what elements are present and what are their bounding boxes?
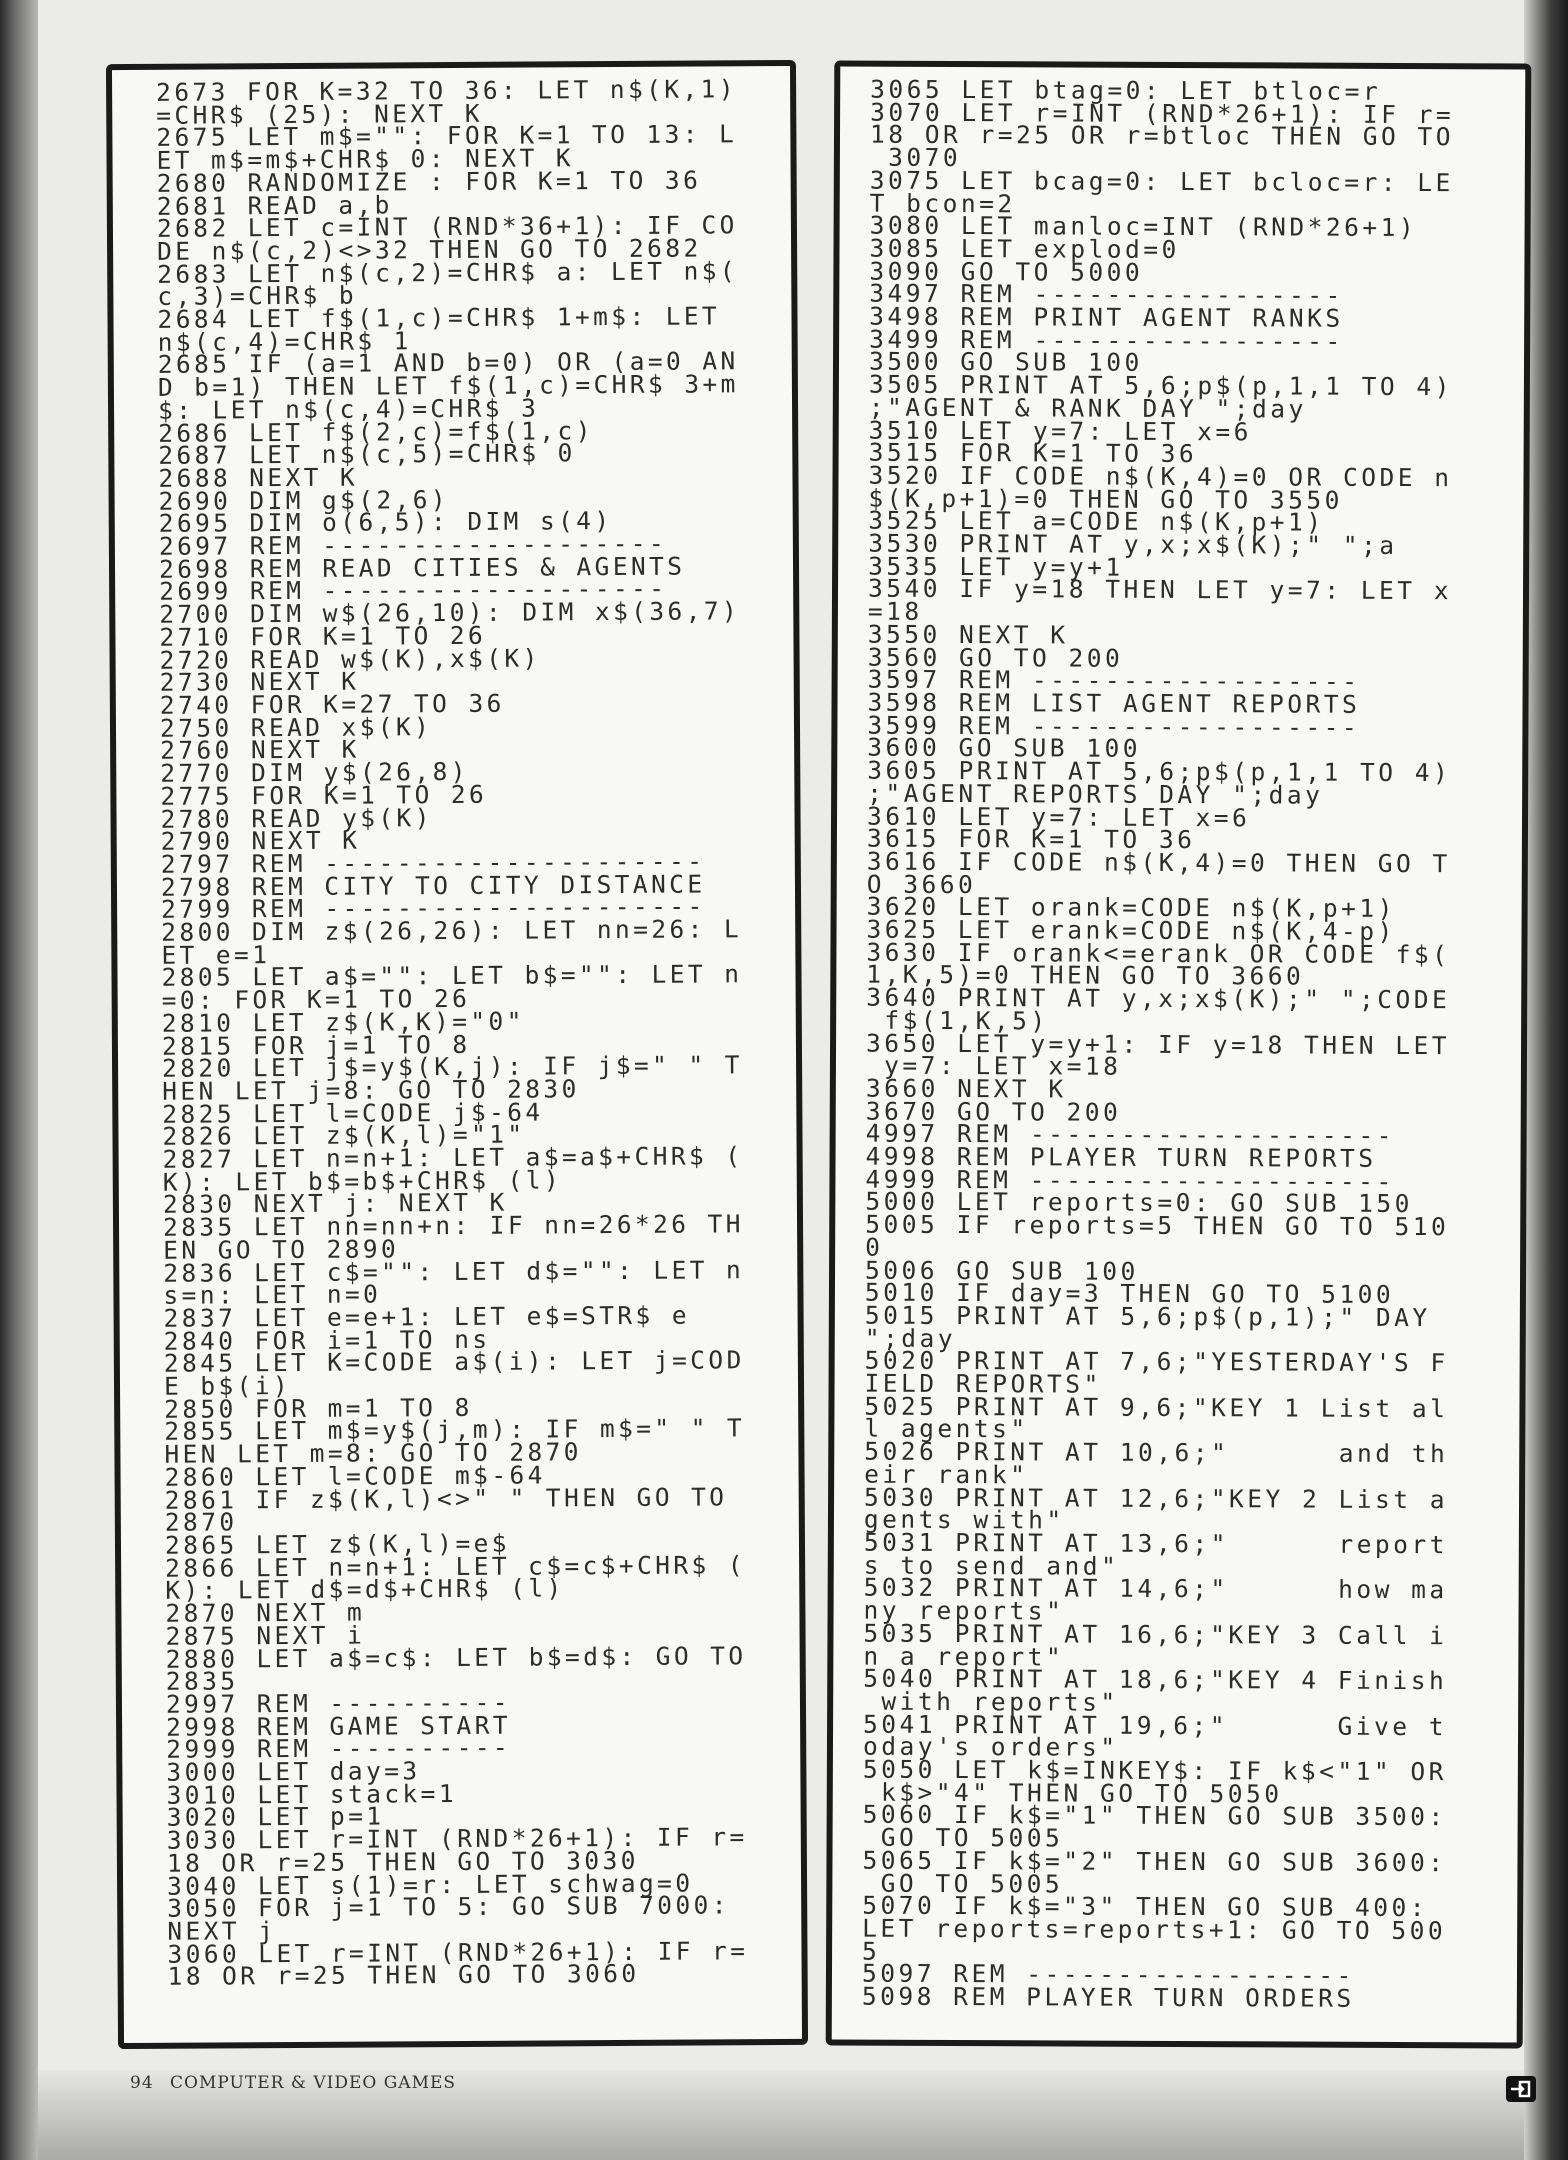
page-edge-shadow <box>1524 0 1568 2160</box>
basic-listing-right: 3065 LET btag=0: LET btloc=r 3070 LET r=INT (RND*26+1): IF r= 18 OR r=25 OR r=btloc THEN GO TO 3070 3075 LET bcag=0: LET bcloc=r: LE T bcon=2 3080 LET manloc=INT (RND*26+1) 3085 LET explod=0 3090 GO TO 5000 3497 REM ----------------- 3498 REM PRINT AGENT RANKS 3499 REM ----------------- 3500 GO SUB 100 3505 PRINT AT 5,6;p$(p,1,1 TO 4) ;"AGENT & RANK DAY ";day 3510 LET y=7: LET x=6 3515 FOR K=1 TO 36 3520 IF CODE n$(K,4)=0 OR CODE n $(K,p+1)=0 THEN GO TO 3550 3525 LET a=CODE n$(K,p+1) 3530 PRINT AT y,x;x$(K);" ";a 3535 LET y=y+1 3540 IF y=18 THEN LET y=7: LET x =18 3550 NEXT K 3560 GO TO 200 3597 REM ------------------ 3598 REM LIST AGENT REPORTS 3599 REM ------------------ 3600 GO SUB 100 3605 PRINT AT 5,6;p$(p,1,1 TO 4) ;"AGENT REPORTS DAY ";day 3610 LET y=7: LET x=6 3615 FOR K=1 TO 36 3616 IF CODE n$(K,4)=0 THEN GO T O 3660 3620 LET orank=CODE n$(K,p+1) 3625 LET erank=CODE n$(K,4-p) 3630 IF orank<=erank OR CODE f$( 1,K,5)=0 THEN GO TO 3660 3640 PRINT AT y,x;x$(K);" ";CODE f$(1,K,5) 3650 LET y=y+1: IF y=18 THEN LET y=7: LET x=18 3660 NEXT K 3670 GO TO 200 4997 REM -------------------- 4998 REM PLAYER TURN REPORTS 4999 REM -------------------- 5000 LET reports=0: GO SUB 150 5005 IF reports=5 THEN GO TO 510 0 5006 GO SUB 100 5010 IF day=3 THEN GO TO 5100 5015 PRINT AT 5,6;p$(p,1);" DAY ";day 5020 PRINT AT 7,6;"YESTERDAY'S F IELD REPORTS" 5025 PRINT AT 9,6;"KEY 1 List al l agents" 5026 PRINT AT 10,6;" and th eir rank" 5030 PRINT AT 12,6;"KEY 2 List a gents with" 5031 PRINT AT 13,6;" report s to send and" 5032 PRINT AT 14,6;" how ma ny reports" 5035 PRINT AT 16,6;"KEY 3 Call i n a report" 5040 PRINT AT 18,6;"KEY 4 Finish with reports" 5041 PRINT AT 19,6;" Give t oday's orders" 5050 LET k$=INKEY$: IF k$<"1" OR k$>"4" THEN GO TO 5050 5060 IF k$="1" THEN GO SUB 3500: GO TO 5005 5065 IF k$="2" THEN GO SUB 3600: GO TO 5005 5070 IF k$="3" THEN GO SUB 400: LET reports=reports+1: GO TO 500 5 5097 REM ------------------ 5098 REM PLAYER TURN ORDERS <box>861 74 1455 2013</box>
arrow-into-box-icon <box>1506 2076 1536 2102</box>
magazine-name: COMPUTER & VIDEO GAMES <box>170 2073 457 2093</box>
page-footer <box>130 2073 456 2093</box>
page-binding-shadow <box>0 0 38 2160</box>
listing-panel-right <box>826 60 1532 2048</box>
listing-panel-left <box>106 60 808 2049</box>
page-number: 94 <box>130 2073 154 2093</box>
basic-listing-left: 2673 FOR K=32 TO 36: LET n$(K,1) =CHR$ (25): NEXT K 2675 LET m$="": FOR K=1 TO 13: L ET m$=m$+CHR$ 0: NEXT K 2680 RANDOMIZE : FOR K=1 TO 36 2681 READ a,b 2682 LET c=INT (RND*36+1): IF CO DE n$(c,2)<>32 THEN GO TO 2682 2683 LET n$(c,2)=CHR$ a: LET n$( c,3)=CHR$ b 2684 LET f$(1,c)=CHR$ 1+m$: LET n$(c,4)=CHR$ 1 2685 IF (a=1 AND b=0) OR (a=0 AN D b=1) THEN LET f$(1,c)=CHR$ 3+m $: LET n$(c,4)=CHR$ 3 2686 LET f$(2,c)=f$(1,c) 2687 LET n$(c,5)=CHR$ 0 2688 NEXT K 2690 DIM g$(2,6) 2695 DIM o(6,5): DIM s(4) 2697 REM ------------------- 2698 REM READ CITIES & AGENTS 2699 REM ------------------- 2700 DIM w$(26,10): DIM x$(36,7) 2710 FOR K=1 TO 26 2720 READ w$(K),x$(K) 2730 NEXT K 2740 FOR K=27 TO 36 2750 READ x$(K) 2760 NEXT K 2770 DIM y$(26,8) 2775 FOR K=1 TO 26 2780 READ y$(K) 2790 NEXT K 2797 REM --------------------- 2798 REM CITY TO CITY DISTANCE 2799 REM --------------------- 2800 DIM z$(26,26): LET nn=26: L ET e=1 2805 LET a$="": LET b$="": LET n =0: FOR K=1 TO 26 2810 LET z$(K,K)="0" 2815 FOR j=1 TO 8 2820 LET j$=y$(K,j): IF j$=" " T HEN LET j=8: GO TO 2830 2825 LET l=CODE j$-64 2826 LET z$(K,l)="1" 2827 LET n=n+1: LET a$=a$+CHR$ ( K): LET b$=b$+CHR$ (l) 2830 NEXT j: NEXT K 2835 LET nn=nn+n: IF nn=26*26 TH EN GO TO 2890 2836 LET c$="": LET d$="": LET n s=n: LET n=0 2837 LET e=e+1: LET e$=STR$ e 2840 FOR i=1 TO ns 2845 LET K=CODE a$(i): LET j=COD E b$(i) 2850 FOR m=1 TO 8 2855 LET m$=y$(j,m): IF m$=" " T HEN LET m=8: GO TO 2870 2860 LET l=CODE m$-64 2861 IF z$(K,l)<>" " THEN GO TO 2870 2865 LET z$(K,l)=e$ 2866 LET n=n+1: LET c$=c$+CHR$ ( K): LET d$=d$+CHR$ (l) 2870 NEXT m 2875 NEXT i 2880 LET a$=c$: LET b$=d$: GO TO 2835 2997 REM ---------- 2998 REM GAME START 2999 REM ---------- 3000 LET day=3 3010 LET stack=1 3020 LET p=1 3030 LET r=INT (RND*26+1): IF r= 18 OR r=25 THEN GO TO 3030 3040 LET s(1)=r: LET schwag=0 3050 FOR j=1 TO 5: GO SUB 7000: NEXT j 3060 LET r=INT (RND*26+1): IF r= 18 OR r=25 THEN GO TO 3060 <box>156 74 749 1992</box>
